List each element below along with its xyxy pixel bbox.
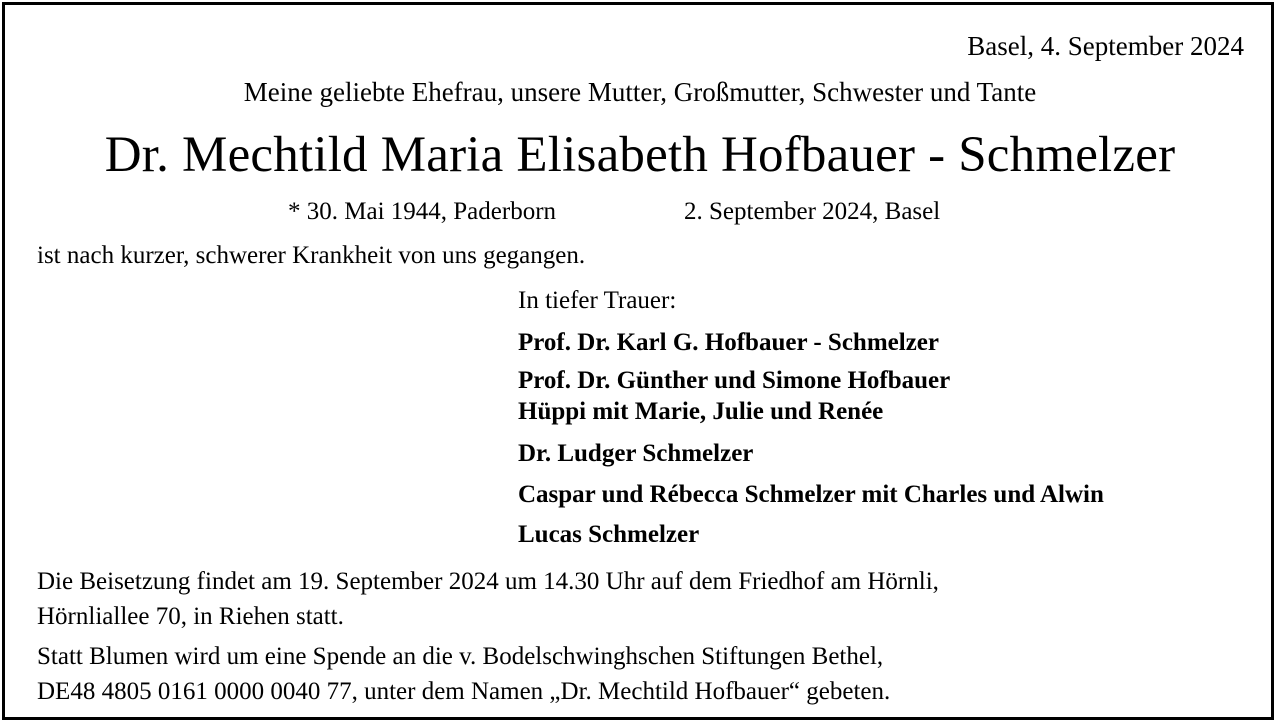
donation-info-line: DE48 4805 0161 0000 0040 77, unter dem Namen „Dr. Mechtild Hofbauer“ gebeten.	[37, 678, 891, 705]
birth-date: * 30. Mai 1944, Paderborn	[288, 198, 557, 225]
mourner-name: Caspar und Rébecca Schmelzer mit Charles und Alwin	[518, 481, 1104, 508]
funeral-info-line: Die Beisetzung findet am 19. September 2024 um 14.30 Uhr auf dem Friedhof am Hörnli,	[37, 568, 939, 595]
place-date: Basel, 4. September 2024	[967, 31, 1244, 61]
funeral-info-line: Hörnliallee 70, in Riehen statt.	[37, 603, 344, 630]
mourner-name: Lucas Schmelzer	[518, 521, 700, 548]
mourner-name: Prof. Dr. Günther und Simone Hofbauer	[518, 367, 951, 394]
mourning-label: In tiefer Trauer:	[518, 287, 677, 314]
mourner-name: Dr. Ludger Schmelzer	[518, 440, 754, 467]
death-date: 2. September 2024, Basel	[684, 198, 941, 225]
deceased-name: Dr. Mechtild Maria Elisabeth Hofbauer - Schmelzer	[104, 127, 1176, 183]
intro-line: Meine geliebte Ehefrau, unsere Mutter, Großmutter, Schwester und Tante	[243, 77, 1037, 107]
mourner-name: Prof. Dr. Karl G. Hofbauer - Schmelzer	[518, 329, 939, 356]
donation-info-line: Statt Blumen wird um eine Spende an die v. Bodelschwinghschen Stiftungen Bethel,	[37, 643, 884, 670]
passed-statement: ist nach kurzer, schwerer Krankheit von uns gegangen.	[37, 242, 586, 269]
mourner-name: Hüppi mit Marie, Julie und Renée	[518, 398, 884, 425]
